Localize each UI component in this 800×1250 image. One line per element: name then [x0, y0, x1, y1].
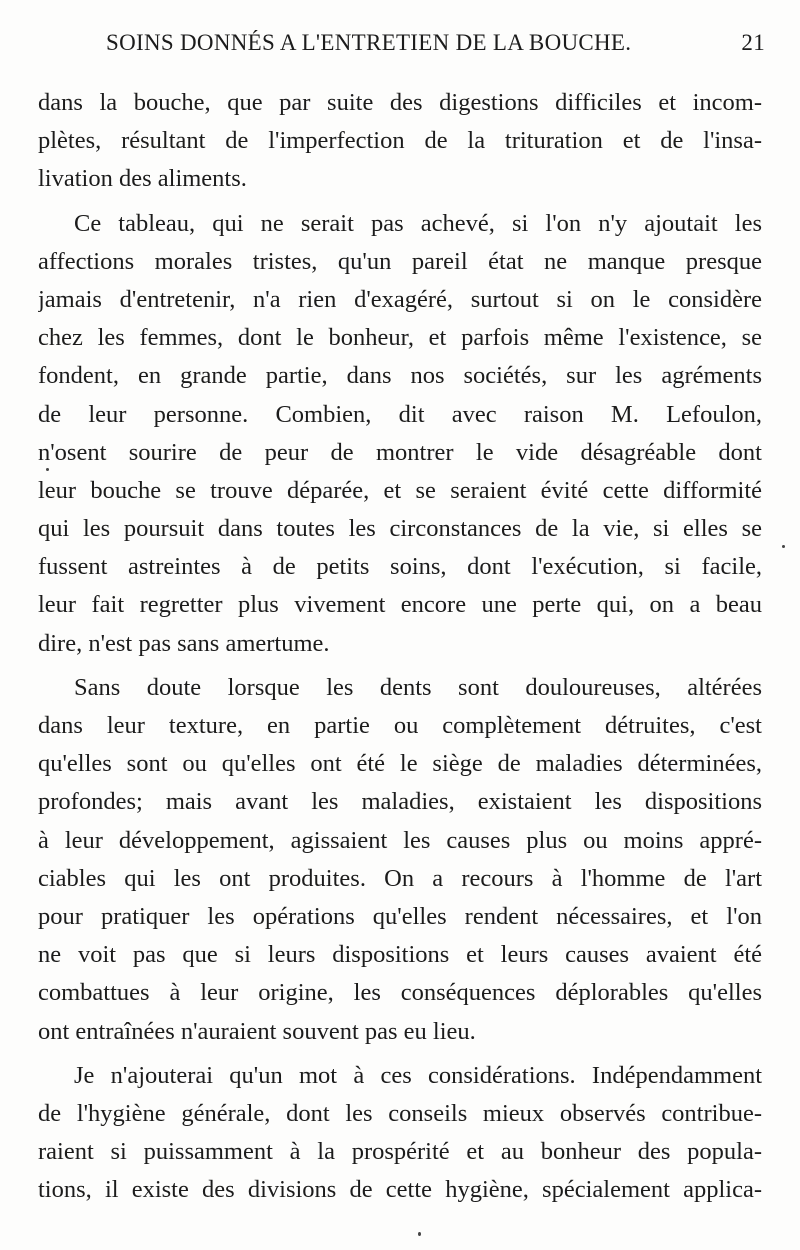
text-line: fussent astreintes à de petits soins, dont l'exécution, si facile, [38, 553, 762, 581]
text-line: dans la bouche, que par suite des digestions difficiles et incom- [38, 89, 762, 116]
running-title: SOINS DONNÉS A L'ENTRETIEN DE LA BOUCHE. [106, 30, 632, 55]
text-line: de l'hygiène générale, dont les conseils mieux observés contribue- [38, 1099, 762, 1127]
paragraph [38, 84, 762, 199]
text-line: ne voit pas que si leurs dispositions et leurs causes avaient été [38, 941, 762, 969]
text-line: leur fait regretter plus vivement encore une perte qui, on a beau [38, 591, 762, 619]
text-line: Ce tableau, qui ne serait pas achevé, si l'on n'y ajoutait les [74, 209, 762, 237]
text-line: qui les poursuit dans toutes les circonstances de la vie, si elles se [38, 515, 762, 543]
text-line: pour pratiquer les opérations qu'elles rendent nécessaires, et l'on [38, 902, 762, 930]
text-line: dire, n'est pas sans amertume. [38, 629, 330, 657]
page-number: 21 [741, 30, 765, 55]
text-line: qu'elles sont ou qu'elles ont été le siège de maladies déterminées, [38, 750, 762, 778]
print-speck [46, 468, 49, 471]
text-line: tions, il existe des divisions de cette hygiène, spécialement applica- [38, 1176, 762, 1204]
text-line: plètes, résultant de l'imperfection de la trituration et de l'insa- [38, 127, 762, 155]
text-line: chez les femmes, dont le bonheur, et parfois même l'existence, se [38, 324, 762, 352]
text-line: leur bouche se trouve déparée, et se seraient évité cette difformité [38, 476, 762, 504]
text-line: Sans doute lorsque les dents sont douloureuses, altérées [74, 673, 762, 701]
text-line: de leur personne. Combien, dit avec raison M. Lefoulon, [38, 400, 762, 428]
paragraph [38, 1057, 762, 1210]
paragraph [38, 205, 762, 663]
text-line: profondes; mais avant les maladies, existaient les dispositions [38, 788, 762, 816]
text-line: raient si puissamment à la prospérité et au bonheur des popula- [38, 1138, 762, 1166]
text-line: ont entraînées n'auraient souvent pas eu lieu. [38, 1017, 476, 1045]
text-line: jamais d'entretenir, n'a rien d'exagéré, surtout si on le considère [38, 285, 762, 313]
running-head [40, 30, 765, 64]
text-line: affections morales tristes, qu'un pareil état ne manque presque [38, 247, 762, 275]
body-text [38, 84, 762, 1209]
text-line: Je n'ajouterai qu'un mot à ces considérations. Indépendamment [74, 1061, 762, 1089]
text-line: à leur développement, agissaient les causes plus ou moins appré- [38, 826, 762, 854]
text-line: n'osent sourire de peur de montrer le vide désagréable dont [38, 438, 762, 466]
text-line: dans leur texture, en partie ou complètement détruites, c'est [38, 712, 762, 739]
text-line: fondent, en grande partie, dans nos sociétés, sur les agréments [38, 362, 762, 390]
print-speck [418, 1232, 421, 1236]
text-line: livation des aliments. [38, 165, 247, 193]
print-speck [782, 545, 785, 548]
text-line: ciables qui les ont produites. On a recours à l'homme de l'art [38, 864, 762, 892]
text-line: combattues à leur origine, les conséquences déplorables qu'elles [38, 979, 762, 1007]
paragraph [38, 669, 762, 1051]
